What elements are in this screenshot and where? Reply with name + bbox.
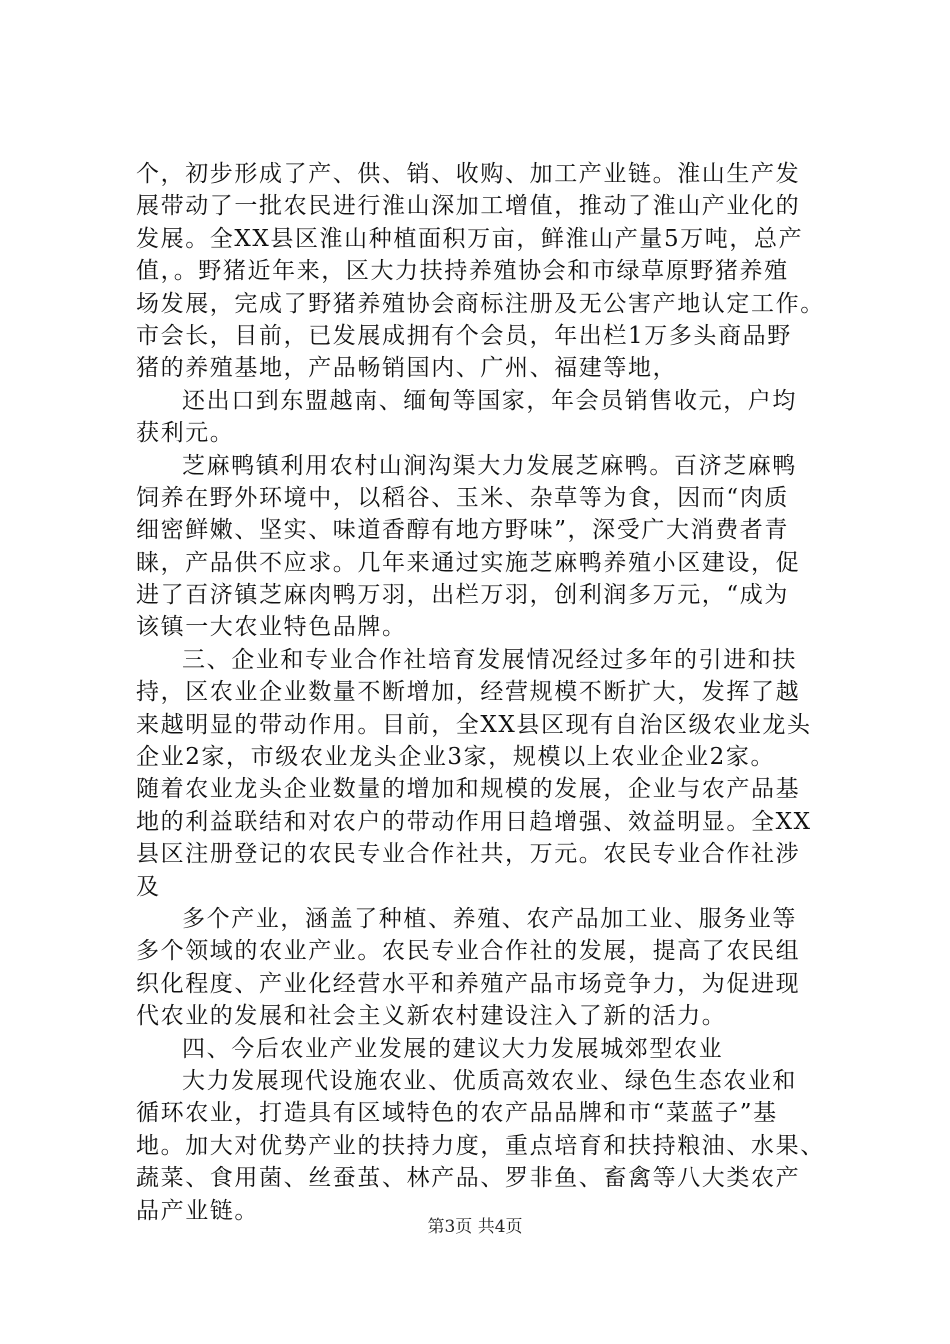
text-line: 个，初步形成了产、供、销、收购、加工产业链。淮山生产发 [136, 161, 801, 187]
text-line: 地。加大对优势产业的扶持力度，重点培育和扶持粮油、水果、 [136, 1132, 825, 1159]
text-line: 多个产业，涵盖了种植、养殖、农产品加工业、服务业等 [182, 905, 797, 932]
text-line: 随着农业龙头企业数量的增加和规模的发展，企业与农产品基 [136, 776, 801, 803]
text-line: 该镇一大农业特色品牌。 [136, 614, 407, 641]
text-line: 值，。野猪近年来，区大力扶持养殖协会和市绿草原野猪养殖 [136, 258, 789, 285]
text-line: 场发展，完成了野猪养殖协会商标注册及无公害产地认定工作。 [136, 290, 825, 317]
text-line: 及 [136, 873, 161, 900]
text-line: 织化程度、产业化经营水平和养殖产品市场竞争力，为促进现 [136, 970, 801, 997]
page-number-footer: 第3页 共4页 [427, 1217, 523, 1237]
text-line: 猪的养殖基地，产品畅销国内、广州、福建等地， [136, 355, 678, 382]
text-line: 大力发展现代设施农业、优质高效农业、绿色生态农业和 [182, 1067, 797, 1094]
text-line: 细密鲜嫩、坚实、味道香醇有地方野味”，深受广大消费者青 [136, 517, 789, 544]
text-line: 来越明显的带动作用。目前，全XX县区现有自治区级农业龙头 [136, 711, 812, 738]
text-line: 市会长，目前，已发展成拥有个会员，年出栏1万多头商品野 [136, 322, 792, 349]
text-line: 还出口到东盟越南、缅甸等国家，年会员销售收元，户均 [182, 387, 797, 414]
text-line: 县区注册登记的农民专业合作社共，万元。农民专业合作社涉 [136, 841, 801, 868]
text-line: 品产业链。 [136, 1197, 259, 1224]
text-line: 多个领域的农业产业。农民专业合作社的发展，提高了农民组 [136, 938, 801, 965]
text-line: 饲养在野外环境中，以稻谷、玉米、杂草等为食，因而“肉质 [136, 484, 789, 511]
text-line: 企业2家，市级农业龙头企业3家，规模以上农业企业2家。 [136, 744, 776, 771]
text-line: 发展。全XX县区淮山种植面积万亩，鲜淮山产量5万吨，总产 [136, 225, 804, 252]
document-body [136, 158, 856, 1227]
text-line: 三、企业和专业合作社培育发展情况经过多年的引进和扶 [182, 646, 797, 673]
text-line: 地的利益联结和对农户的带动作用日趋增强、效益明显。全XX [136, 808, 812, 835]
text-line: 循环农业，打造具有区域特色的农产品品牌和市“菜蓝子”基 [136, 1100, 778, 1127]
text-line: 代农业的发展和社会主义新农村建设注入了新的活力。 [136, 1003, 727, 1030]
text-line: 展带动了一批农民进行淮山深加工增值，推动了淮山产业化的 [136, 193, 801, 220]
text-line: 睐，产品供不应求。几年来通过实施芝麻鸭养殖小区建设，促 [136, 549, 801, 576]
text-line: 持，区农业企业数量不断增加，经营规模不断扩大，发挥了越 [136, 679, 801, 706]
text-line: 蔬菜、食用菌、丝蚕茧、林产品、罗非鱼、畜禽等八大类农产 [136, 1165, 801, 1192]
text-line: 获利元。 [136, 420, 235, 447]
text-line: 芝麻鸭镇利用农村山涧沟渠大力发展芝麻鸭。百济芝麻鸭 [182, 452, 797, 479]
text-line: 进了百济镇芝麻肉鸭万羽，出栏万羽，创利润多万元，“成为 [136, 582, 789, 609]
text-line: 四、今后农业产业发展的建议大力发展城郊型农业 [182, 1035, 724, 1062]
